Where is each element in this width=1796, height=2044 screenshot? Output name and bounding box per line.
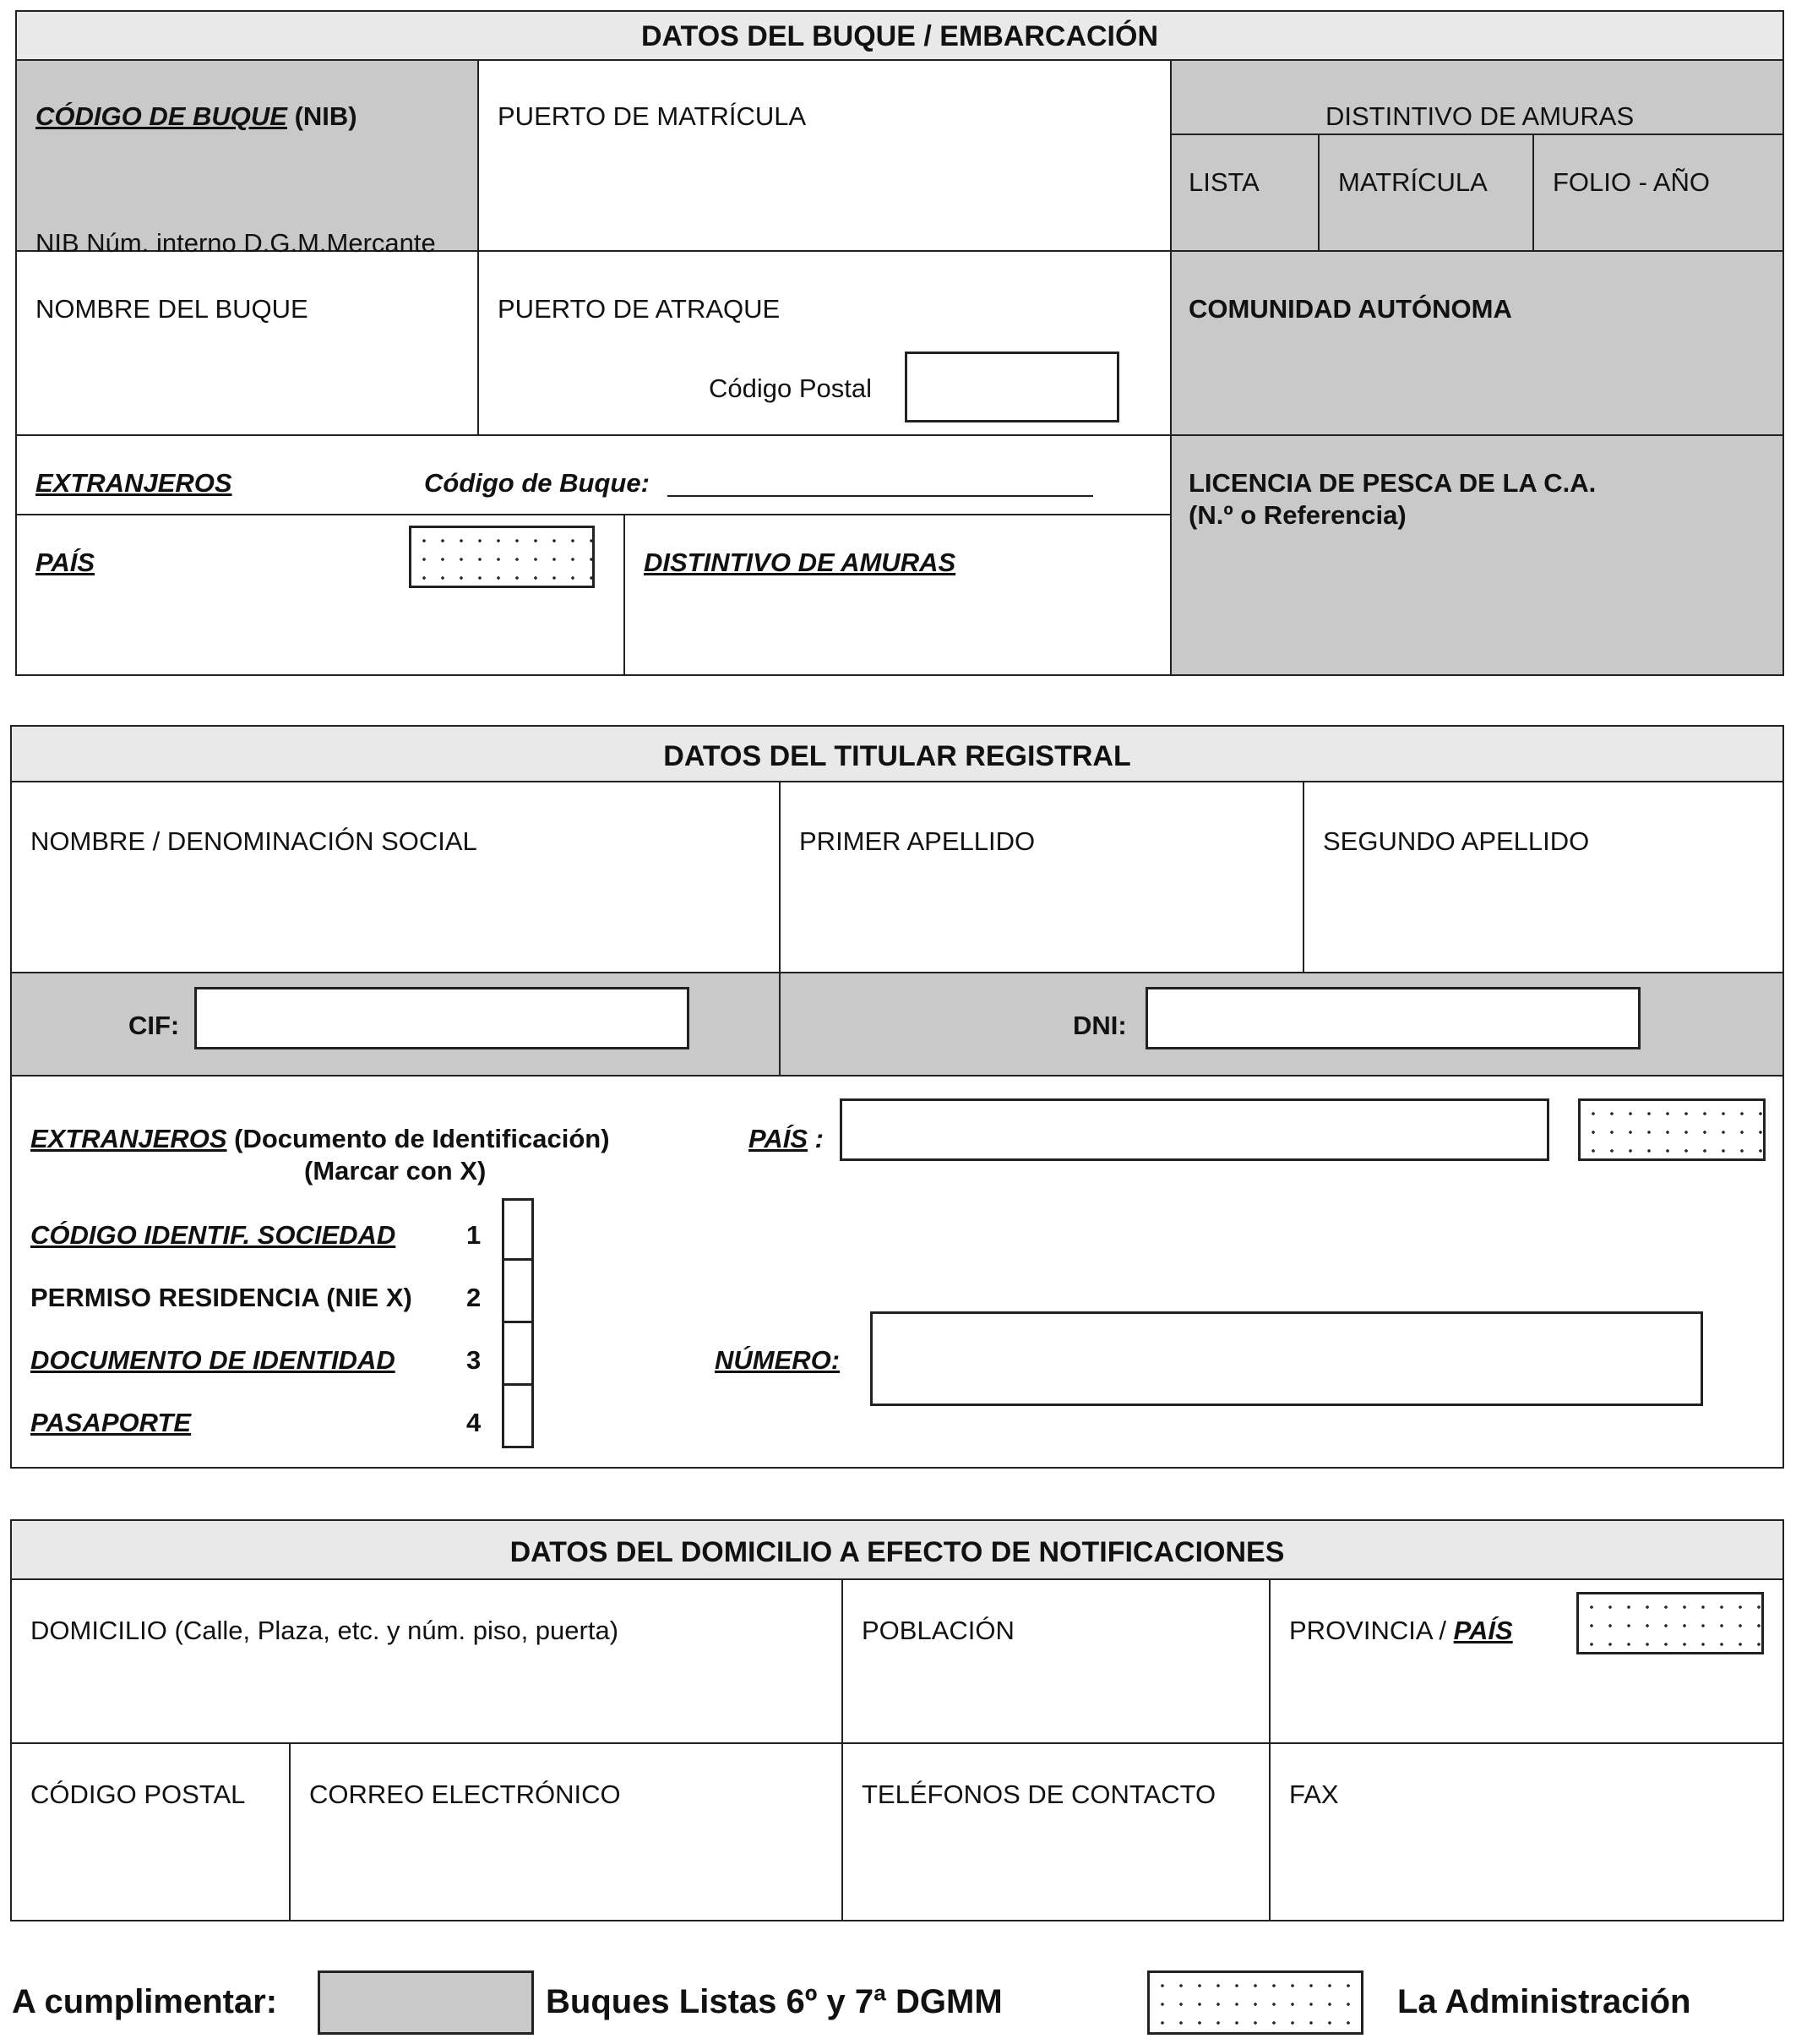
correo-label: CORREO ELECTRÓNICO [309, 1780, 621, 1809]
option-permiso-residencia-label: PERMISO RESIDENCIA (NIE X) [30, 1283, 412, 1312]
section-title: DATOS DEL DOMICILIO A EFECTO DE NOTIFICACIONES [509, 1536, 1285, 1568]
distintivo-amuras-label: DISTINTIVO DE AMURAS [1325, 101, 1635, 131]
poblacion-cell[interactable] [843, 1580, 1271, 1744]
domicilio-cell[interactable] [12, 1580, 843, 1744]
lista-label: LISTA [1189, 167, 1260, 197]
distintivo-foreign-label: DISTINTIVO DE AMURAS [644, 548, 956, 577]
extranjeros-label: EXTRANJEROS [35, 468, 232, 498]
licencia-label-line2: (N.º o Referencia) [1189, 500, 1407, 530]
option-checkbox-1[interactable] [502, 1198, 534, 1261]
primer-apellido-label: PRIMER APELLIDO [799, 826, 1036, 856]
vessel-section [15, 10, 1784, 676]
dni-field[interactable] [1146, 987, 1641, 1049]
option-checkbox-3[interactable] [502, 1323, 534, 1386]
pais-label: PAÍS [35, 548, 95, 577]
section-title: DATOS DEL BUQUE / EMBARCACIÓN [640, 20, 1159, 52]
fax-cell[interactable] [1271, 1744, 1782, 1920]
section-title: DATOS DEL TITULAR REGISTRAL [663, 740, 1131, 772]
pais-field[interactable] [840, 1098, 1549, 1161]
legend-a-cumplimentar: A cumplimentar: [12, 1983, 278, 2020]
puerto-atraque-label: PUERTO DE ATRAQUE [498, 294, 781, 324]
cif-cell [12, 973, 781, 1077]
marcar-label: (Marcar con X) [304, 1156, 487, 1186]
admin-only-box [1578, 1098, 1766, 1161]
segundo-apellido-label: SEGUNDO APELLIDO [1323, 826, 1590, 856]
admin-only-box [1576, 1592, 1764, 1654]
cif-label: CIF: [128, 1011, 180, 1040]
option-pasaporte-label: PASAPORTE [30, 1408, 192, 1437]
option-checkbox-2[interactable] [502, 1261, 534, 1323]
primer-apellido-cell[interactable] [781, 782, 1304, 973]
legend-dotted-swatch [1147, 1970, 1363, 2035]
puerto-matricula-label: PUERTO DE MATRÍCULA [498, 101, 807, 131]
pais-cell[interactable] [17, 515, 625, 674]
option-number: 4 [466, 1408, 482, 1437]
puerto-matricula-cell[interactable] [479, 61, 1170, 252]
option-number: 3 [466, 1345, 482, 1375]
comunidad-label: COMUNIDAD AUTÓNOMA [1189, 294, 1512, 324]
legend-administracion: La Administración [1397, 1983, 1691, 2020]
nombre-cell[interactable] [12, 782, 781, 973]
legend-shaded-swatch [318, 1970, 534, 2035]
domicilio-label: DOMICILIO (Calle, Plaza, etc. y núm. piso, puerta) [30, 1616, 619, 1645]
extranjeros-block [12, 1077, 1782, 1467]
puerto-atraque-cell[interactable] [479, 252, 1170, 436]
holder-section [10, 725, 1784, 1469]
folio-ano-cell[interactable] [1534, 135, 1782, 250]
numero-field[interactable] [870, 1311, 1703, 1406]
legend-buques: Buques Listas 6º y 7ª DGMM [546, 1983, 1003, 2020]
extranjeros-row[interactable] [17, 436, 1170, 515]
extranjeros-doc-label: EXTRANJEROS (Documento de Identificación) [30, 1124, 610, 1153]
option-codigo-sociedad-label: CÓDIGO IDENTIF. SOCIEDAD [30, 1220, 396, 1250]
matricula-label: MATRÍCULA [1338, 167, 1488, 197]
option-documento-identidad-label: DOCUMENTO DE IDENTIDAD [30, 1345, 395, 1375]
lista-cell[interactable] [1172, 135, 1320, 250]
address-section [10, 1519, 1784, 1921]
comunidad-cell[interactable] [1170, 252, 1782, 436]
holder-header [12, 727, 1782, 782]
codigo-buque-label: CÓDIGO DE BUQUE (NIB) [35, 101, 357, 131]
distintivo-amuras-cell [1170, 61, 1782, 252]
licencia-cell[interactable] [1170, 436, 1782, 674]
telefonos-cell[interactable] [843, 1744, 1271, 1920]
option-checkbox-4[interactable] [502, 1386, 534, 1448]
codigo-postal-cell[interactable] [12, 1744, 291, 1920]
codigo-postal-label: Código Postal [709, 373, 873, 403]
option-number: 2 [466, 1283, 482, 1312]
address-header [12, 1521, 1782, 1580]
option-number: 1 [466, 1220, 482, 1250]
poblacion-label: POBLACIÓN [862, 1616, 1015, 1645]
admin-only-box [409, 526, 595, 588]
vessel-header [17, 12, 1782, 61]
nib-note: NIB Núm. interno D.G.M.Mercante [35, 228, 436, 258]
dni-label: DNI: [1073, 1011, 1127, 1040]
cif-field[interactable] [194, 987, 689, 1049]
codigo-buque-foreign-line[interactable] [667, 495, 1093, 497]
correo-cell[interactable] [291, 1744, 843, 1920]
telefonos-label: TELÉFONOS DE CONTACTO [862, 1780, 1216, 1809]
segundo-apellido-cell[interactable] [1304, 782, 1782, 973]
distintivo-foreign-cell[interactable] [625, 515, 1170, 674]
pais-label: PAÍS : [748, 1124, 824, 1153]
nombre-buque-cell[interactable] [17, 252, 479, 436]
codigo-buque-cell[interactable] [17, 61, 479, 258]
nombre-buque-label: NOMBRE DEL BUQUE [35, 294, 308, 324]
codigo-postal-label: CÓDIGO POSTAL [30, 1780, 246, 1809]
fax-label: FAX [1289, 1780, 1339, 1809]
dni-cell [781, 973, 1782, 1077]
codigo-buque-foreign-label: Código de Buque: [424, 468, 650, 498]
numero-label: NÚMERO: [715, 1345, 841, 1375]
nombre-label: NOMBRE / DENOMINACIÓN SOCIAL [30, 826, 477, 856]
matricula-cell[interactable] [1320, 135, 1534, 250]
provincia-label: PROVINCIA / PAÍS [1289, 1616, 1513, 1645]
provincia-cell[interactable] [1271, 1580, 1782, 1744]
codigo-postal-field[interactable] [905, 352, 1119, 422]
folio-ano-label: FOLIO - AÑO [1553, 167, 1711, 197]
licencia-label-line1: LICENCIA DE PESCA DE LA C.A. [1189, 468, 1597, 498]
